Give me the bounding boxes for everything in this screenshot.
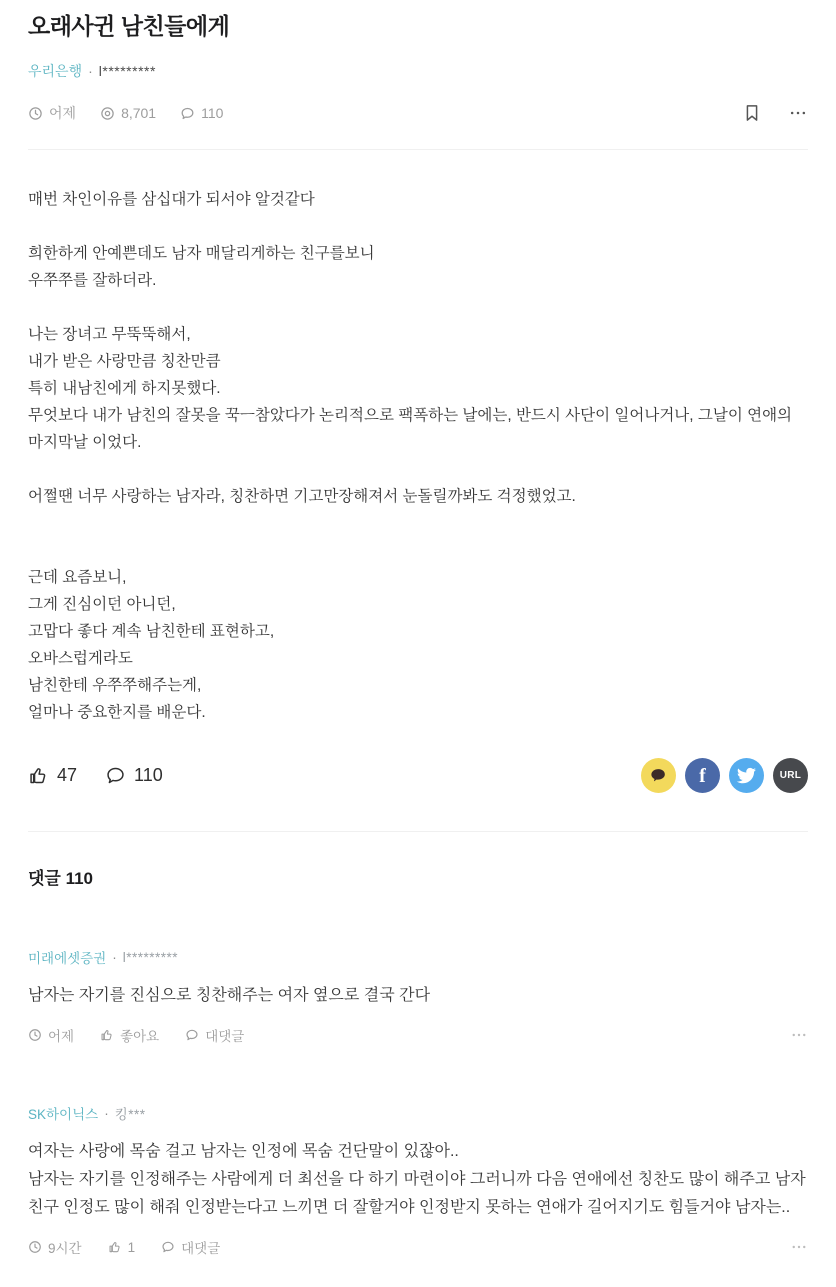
body-line bbox=[28, 510, 808, 537]
author-separator: · bbox=[88, 63, 93, 79]
bookmark-button[interactable] bbox=[742, 103, 762, 123]
comment-text: 여자는 사랑에 목숨 걸고 남자는 인정에 목숨 건단말이 있잖아.. bbox=[28, 1143, 459, 1160]
post-comment-count bbox=[180, 105, 223, 121]
share-twitter-button[interactable] bbox=[729, 758, 764, 793]
comment-like-label: 좋아요 bbox=[120, 1029, 160, 1044]
comments-header: 댓글 110 bbox=[28, 869, 93, 888]
post-title: 오래사귄 남친들에게 bbox=[28, 13, 230, 39]
body-line: 나는 장녀고 무뚝뚝해서, bbox=[28, 326, 191, 343]
comment-like-button[interactable] bbox=[108, 1240, 136, 1255]
body-line: 우쭈쭈를 잘하더라. bbox=[28, 272, 157, 289]
body-line bbox=[28, 456, 808, 483]
comment-meta-row bbox=[28, 1237, 808, 1257]
post-time-label: 어제 bbox=[49, 105, 77, 121]
body-line: 남친한테 우쭈쭈해주는게, bbox=[28, 677, 202, 694]
body-line: 근데 요즘보니, bbox=[28, 569, 127, 586]
comment-more-button[interactable] bbox=[790, 1026, 808, 1044]
body-line: 특히 내남친에게 하지못했다. bbox=[28, 380, 221, 397]
share-url-button[interactable] bbox=[773, 758, 808, 793]
body-line bbox=[28, 294, 808, 321]
comment-reply-button[interactable] bbox=[185, 1025, 244, 1045]
share-facebook-button[interactable] bbox=[685, 758, 720, 793]
post-views-count: 8,701 bbox=[121, 105, 157, 121]
share-kakao-button[interactable] bbox=[641, 758, 676, 793]
body-line bbox=[28, 537, 808, 564]
comment-time-label: 9시간 bbox=[48, 1241, 82, 1256]
comment-reply-label: 대댓글 bbox=[181, 1241, 221, 1256]
post-meta-row bbox=[28, 103, 808, 123]
comment-bubble-icon bbox=[185, 1028, 199, 1042]
comment-author-separator: · bbox=[112, 949, 117, 965]
comment-reply-label: 대댓글 bbox=[205, 1029, 245, 1044]
url-icon: URL bbox=[779, 770, 802, 781]
comment-text: 남자는 자기를 인정해주는 사람에게 더 최선을 다 하기 마련이야 그러니까 다음 연애에선 칭찬도 많이 해주고 남자친구 인정도 많이 해줘 인정받는다고 느끼면 더 잘할거야 인정받지 못하는 연애가 길어지기도 힘들거야 남자는.. bbox=[28, 1171, 806, 1216]
share-row bbox=[641, 758, 808, 793]
comments-button[interactable] bbox=[105, 765, 163, 786]
post-author bbox=[28, 61, 808, 81]
post-body bbox=[28, 150, 808, 726]
more-icon bbox=[790, 1238, 808, 1256]
body-line: 어쩔땐 너무 사랑하는 남자라, 칭찬하면 기고만장해져서 눈돌릴까봐도 걱정했었고. bbox=[28, 488, 576, 505]
comment-author bbox=[28, 947, 808, 967]
body-line: 고맙다 좋다 계속 남친한테 표현하고, bbox=[28, 623, 275, 640]
comment-bubble-icon bbox=[105, 765, 126, 786]
body-line: 그게 진심이던 아니던, bbox=[28, 596, 176, 613]
thumbs-up-icon bbox=[108, 1240, 122, 1254]
body-line: 오바스럽게라도 bbox=[28, 650, 133, 667]
body-line bbox=[28, 213, 808, 240]
more-icon bbox=[790, 1026, 808, 1044]
footer-comment-count: 110 bbox=[134, 765, 163, 785]
comment-company-link[interactable]: SK하이닉스 bbox=[28, 1107, 99, 1122]
clock-icon bbox=[28, 106, 43, 121]
comment-author bbox=[28, 1103, 808, 1123]
comment-author-id: 킹*** bbox=[114, 1107, 146, 1122]
like-count: 47 bbox=[57, 765, 78, 785]
thumbs-up-icon bbox=[28, 765, 49, 786]
body-line: 매번 차인이유를 삼십대가 되서야 알것같다 bbox=[28, 191, 315, 208]
comments-divider bbox=[28, 831, 808, 832]
thumbs-up-icon bbox=[100, 1028, 114, 1042]
bookmark-icon bbox=[742, 103, 762, 123]
post-views bbox=[100, 105, 156, 121]
like-button[interactable] bbox=[28, 765, 77, 786]
comment-more-button[interactable] bbox=[790, 1238, 808, 1256]
comment-time bbox=[28, 1237, 82, 1257]
views-icon bbox=[100, 106, 115, 121]
comment-item bbox=[28, 947, 808, 1045]
author-company-link[interactable]: 우리은행 bbox=[28, 63, 83, 79]
post-time bbox=[28, 103, 76, 123]
comment-company-link[interactable]: 미래에셋증권 bbox=[28, 951, 107, 966]
comment-like-button[interactable] bbox=[100, 1025, 159, 1045]
comment-bubble-icon bbox=[180, 106, 195, 121]
body-line: 희한하게 안예쁜데도 남자 매달리게하는 친구를보니 bbox=[28, 245, 375, 262]
comment-bubble-icon bbox=[161, 1240, 175, 1254]
post-more-button[interactable] bbox=[788, 103, 808, 123]
comment-author-separator: · bbox=[104, 1105, 109, 1121]
comment-time-label: 어제 bbox=[48, 1029, 75, 1044]
comment-like-label: 1 bbox=[127, 1239, 136, 1255]
comment-author-id: l********* bbox=[122, 949, 179, 965]
clock-icon bbox=[28, 1028, 42, 1042]
body-line: 내가 받은 사랑만큼 칭찬만큼 bbox=[28, 353, 221, 370]
post-comment-count-label: 110 bbox=[201, 105, 224, 121]
comment-item bbox=[28, 1103, 808, 1257]
author-id: l********* bbox=[98, 63, 156, 79]
facebook-icon: f bbox=[699, 764, 706, 787]
clock-icon bbox=[28, 1240, 42, 1254]
post-footer bbox=[28, 758, 808, 793]
comment-reply-button[interactable] bbox=[161, 1237, 220, 1257]
comment-meta-row bbox=[28, 1025, 808, 1045]
body-line: 무엇보다 내가 남친의 잘못을 꾹ㅡ참았다가 논리적으로 팩폭하는 날에는, 반드시 사단이 일어나거나, 그날이 연애의 마지막날 이었다. bbox=[28, 407, 793, 451]
twitter-icon bbox=[737, 766, 756, 785]
comment-time bbox=[28, 1025, 74, 1045]
kakao-icon bbox=[649, 766, 668, 785]
comment-text: 남자는 자기를 진심으로 칭찬해주는 여자 옆으로 결국 간다 bbox=[28, 987, 431, 1004]
body-line: 얼마나 중요한지를 배운다. bbox=[28, 704, 206, 721]
more-icon bbox=[788, 103, 808, 123]
